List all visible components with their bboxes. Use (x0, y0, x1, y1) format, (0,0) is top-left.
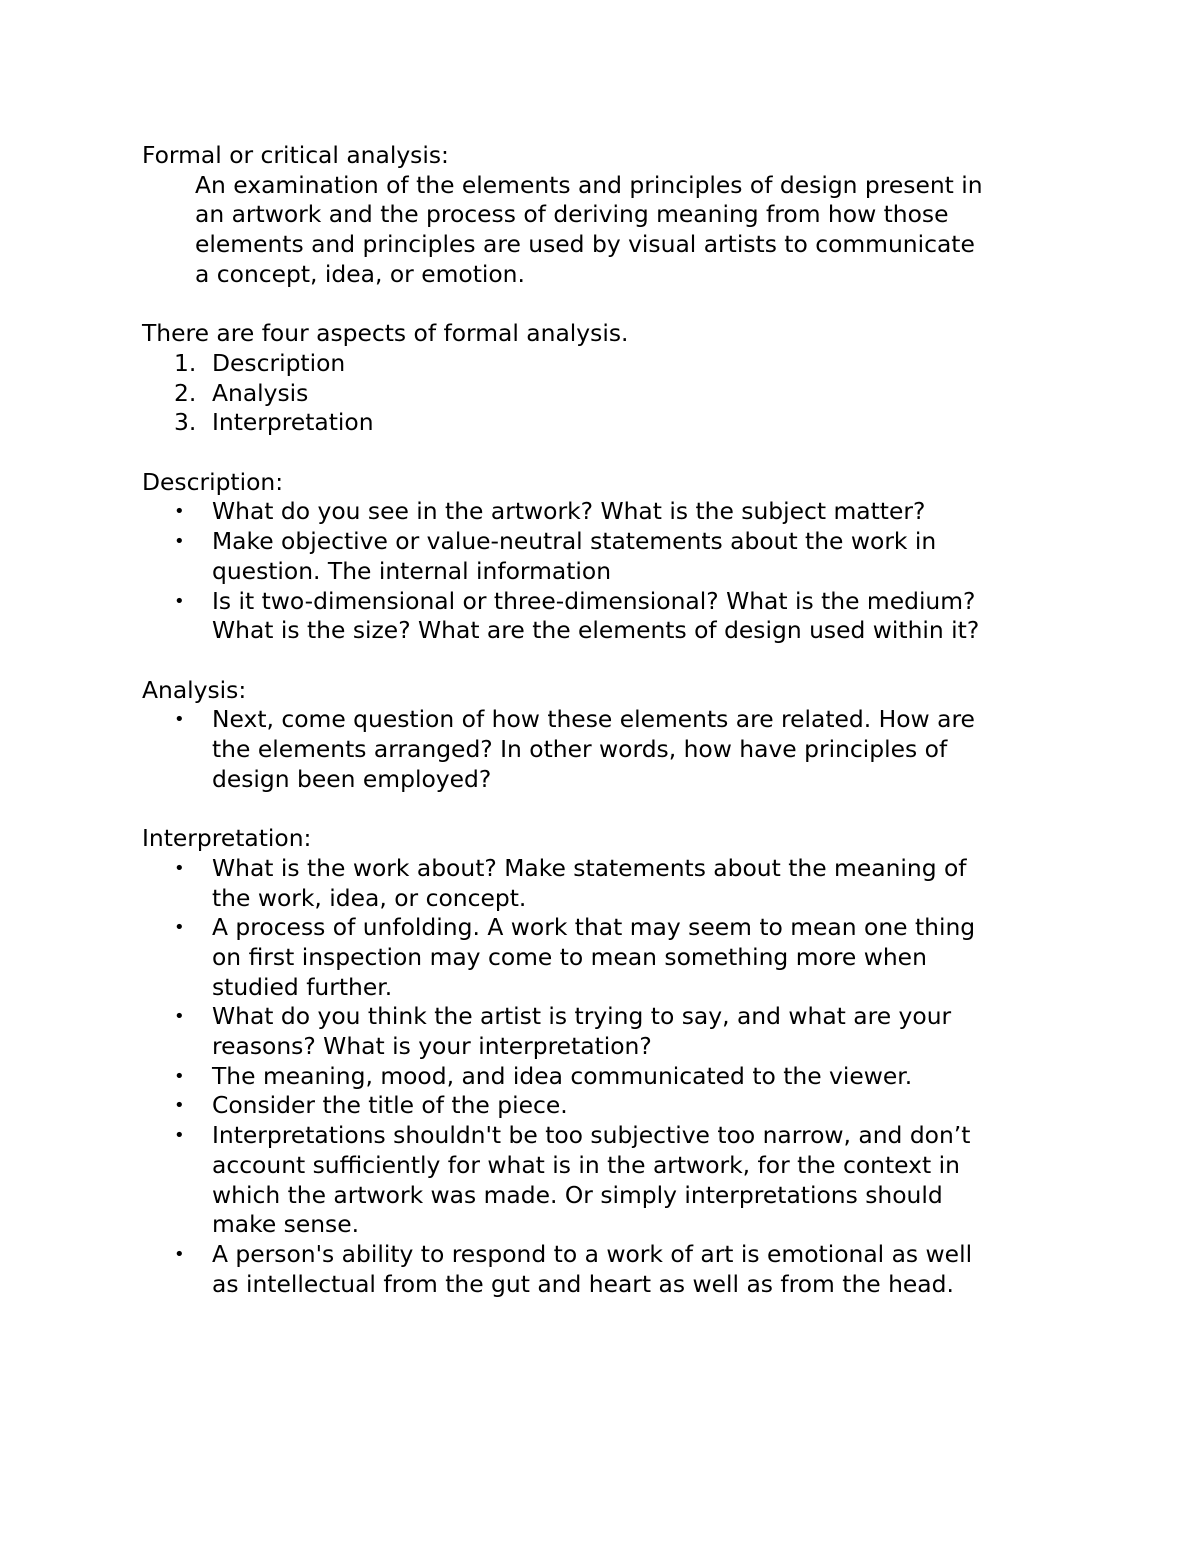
definition-line: An examination of the elements and principles of design present in (195, 170, 983, 199)
definition-line: an artwork and the process of deriving meaning from how those (195, 200, 949, 229)
bullet-icon: • (174, 917, 185, 939)
bullet-item (142, 705, 1062, 794)
bullet-item-line: question. The internal information (212, 556, 612, 585)
bullet-item-line: reasons? What is your interpretation? (212, 1032, 652, 1061)
list-number: 2. (174, 378, 197, 407)
bullet-item (142, 913, 1062, 1002)
bullet-item-line: account sufficiently for what is in the artwork, for the context in (212, 1150, 960, 1179)
section-heading-analysis: Analysis: (142, 675, 247, 704)
bullet-item-line: as intellectual from the gut and heart as well as from the head. (212, 1269, 954, 1298)
list-item-text: Interpretation (212, 408, 374, 437)
bullet-item (142, 587, 1062, 646)
aspects-list (142, 349, 1062, 438)
bullet-item-line: The meaning, mood, and idea communicated to the viewer. (212, 1061, 913, 1090)
bullet-item-line: What do you think the artist is trying to say, and what are your (212, 1002, 952, 1031)
bullet-list-analysis (142, 705, 1062, 794)
bullet-item-line: design been employed? (212, 764, 492, 793)
bullet-item (142, 497, 1062, 527)
bullet-item (142, 527, 1062, 586)
bullet-icon: • (174, 590, 185, 612)
bullet-item (142, 1091, 1062, 1121)
bullet-icon: • (174, 1006, 185, 1028)
bullet-icon: • (174, 857, 185, 879)
bullet-icon: • (174, 1065, 185, 1087)
section-heading-interpretation: Interpretation: (142, 824, 312, 853)
bullet-item-line: Make objective or value-neutral statements about the work in (212, 527, 937, 556)
aspects-intro: There are four aspects of formal analysis. (142, 319, 629, 348)
bullet-item-line: on first inspection may come to mean something more when (212, 942, 927, 971)
list-item (142, 379, 1062, 409)
list-number: 1. (174, 348, 197, 377)
spacer (142, 438, 1062, 468)
spacer (142, 290, 1062, 320)
list-item-text: Analysis (212, 378, 309, 407)
bullet-icon: • (174, 709, 185, 731)
bullet-item-line: Next, come question of how these elements are related. How are (212, 705, 975, 734)
definition-line: a concept, idea, or emotion. (195, 259, 525, 288)
bullet-item-line: What is the size? What are the elements of design used within it? (212, 616, 980, 645)
section-heading-description: Description: (142, 467, 284, 496)
list-item-text: Description (212, 348, 346, 377)
bullet-item-line: Is it two-dimensional or three-dimensional? What is the medium? (212, 586, 976, 615)
bullet-icon: • (174, 1095, 185, 1117)
bullet-item (142, 1002, 1062, 1061)
list-item (142, 408, 1062, 438)
bullet-item (142, 1240, 1062, 1299)
spacer (142, 794, 1062, 824)
definition-line: elements and principles are used by visual artists to communicate (195, 230, 975, 259)
bullet-item-line: A process of unfolding. A work that may seem to mean one thing (212, 913, 976, 942)
bullet-item (142, 1121, 1062, 1240)
bullet-icon: • (174, 1243, 185, 1265)
bullet-icon: • (174, 531, 185, 553)
bullet-item-line: the elements arranged? In other words, how have principles of (212, 735, 948, 764)
bullet-item (142, 1062, 1062, 1092)
list-item (142, 349, 1062, 379)
bullet-icon: • (174, 501, 185, 523)
list-number: 3. (174, 408, 197, 437)
bullet-item-line: the work, idea, or concept. (212, 883, 527, 912)
definition-heading: Formal or critical analysis: (142, 141, 449, 169)
bullet-item-line: Interpretations shouldn't be too subjective too narrow, and don’t (212, 1121, 971, 1150)
bullet-item-line: What do you see in the artwork? What is the subject matter? (212, 497, 926, 526)
bullet-icon: • (174, 1125, 185, 1147)
bullet-list-interpretation (142, 854, 1062, 1300)
bullet-item-line: studied further. (212, 972, 393, 1001)
bullet-item-line: which the artwork was made. Or simply interpretations should (212, 1180, 943, 1209)
bullet-item-line: make sense. (212, 1210, 360, 1239)
spacer (142, 646, 1062, 676)
document-body (142, 141, 1062, 1299)
definition-text (195, 171, 1062, 290)
bullet-item-line: What is the work about? Make statements about the meaning of (212, 853, 967, 882)
bullet-item-line: A person's ability to respond to a work of art is emotional as well (212, 1239, 973, 1268)
bullet-item (142, 854, 1062, 913)
bullet-list-description (142, 497, 1062, 646)
bullet-item-line: Consider the title of the piece. (212, 1091, 568, 1120)
